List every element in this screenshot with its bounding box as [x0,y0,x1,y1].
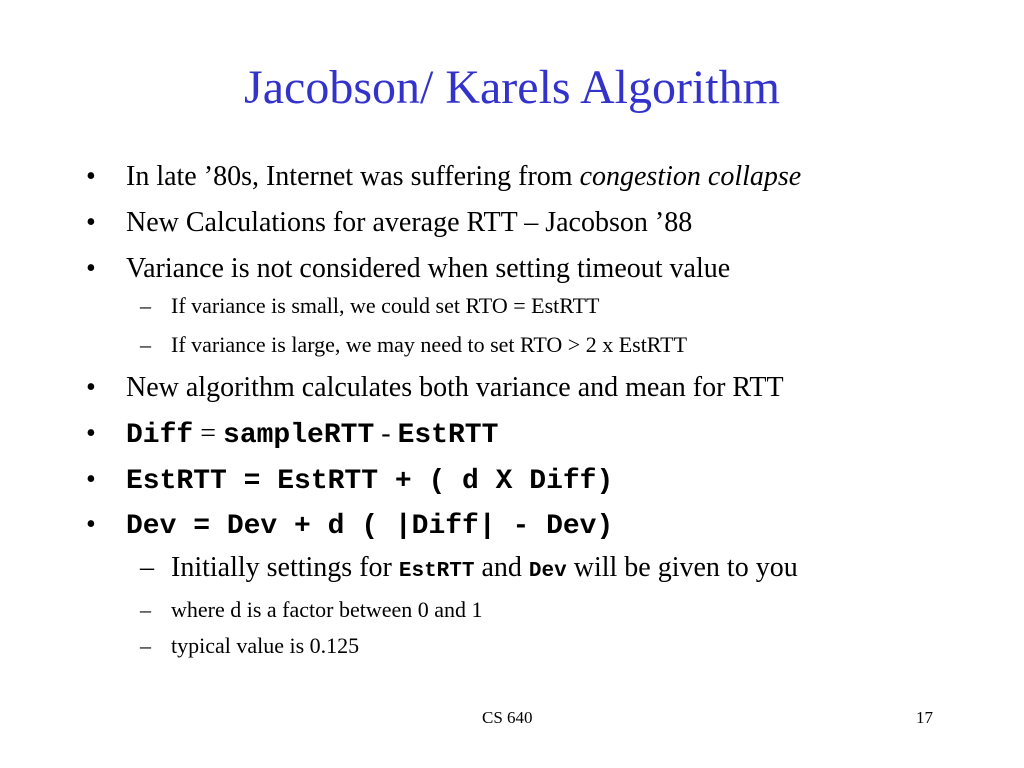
dash-marker: – [140,633,151,658]
bullet-text: Variance is not considered when setting timeout value [126,253,731,284]
sub-bullet-text: Initially settings for [171,552,399,583]
dash-marker: – [140,552,154,583]
code-estrtt-inline: EstRTT [398,560,475,583]
minus-sign: - [374,418,398,449]
bullet-new-algorithm [86,371,784,405]
slide-title: Jacobson/ Karels Algorithm [244,61,780,114]
page-number: 17 [916,708,933,727]
bullet-marker: • [86,464,96,495]
bullet-dev-formula [86,508,613,544]
dash-marker: – [140,293,151,318]
footer-course: CS 640 [482,708,533,727]
equals-sign: = [193,418,224,449]
code-estrtt: EstRTT [397,420,499,451]
sub-bullet-text: will be given to you [566,552,798,583]
bullet-estrtt-formula [86,463,613,499]
code-estrtt-formula: EstRTT = EstRTT + ( d X Diff) [126,466,614,497]
bullet-marker: • [86,509,96,540]
bullet-emphasis: congestion collapse [579,161,802,192]
sub-bullet-text: where d is a factor between 0 and 1 [171,597,483,622]
bullet-text: New Calculations for average RTT – Jacobson ’88 [126,207,693,238]
sub-bullet-typical-value [140,632,359,660]
sub-bullet-text: typical value is 0.125 [171,633,360,658]
bullet-diff-formula [86,417,498,453]
bullet-marker: • [86,207,96,238]
code-diff: Diff [126,420,194,451]
sub-bullet-text: If variance is small, we could set RTO = EstRTT [171,293,600,318]
bullet-marker: • [86,372,96,403]
bullet-new-calculations [86,206,692,240]
bullet-marker: • [86,161,96,192]
bullet-text: In late ’80s, Internet was suffering from [126,161,580,192]
bullet-text: New algorithm calculates both variance and mean for RTT [126,372,784,403]
bullet-congestion [86,160,801,194]
sub-bullet-text: and [474,552,529,583]
dash-marker: – [140,597,151,622]
bullet-marker: • [86,418,96,449]
sub-bullet-text: If variance is large, we may need to set RTO > 2 x EstRTT [171,332,688,357]
sub-bullet-factor [140,596,483,624]
bullet-marker: • [86,253,96,284]
sub-bullet-large-variance [140,331,687,359]
code-dev-formula: Dev = Dev + d ( |Diff| - Dev) [126,511,614,542]
dash-marker: – [140,332,151,357]
bullet-variance [86,252,730,286]
sub-bullet-initial-settings [140,551,798,589]
sub-bullet-small-variance [140,292,599,320]
code-dev-inline: Dev [528,560,567,583]
code-samplertt: sampleRTT [223,420,375,451]
